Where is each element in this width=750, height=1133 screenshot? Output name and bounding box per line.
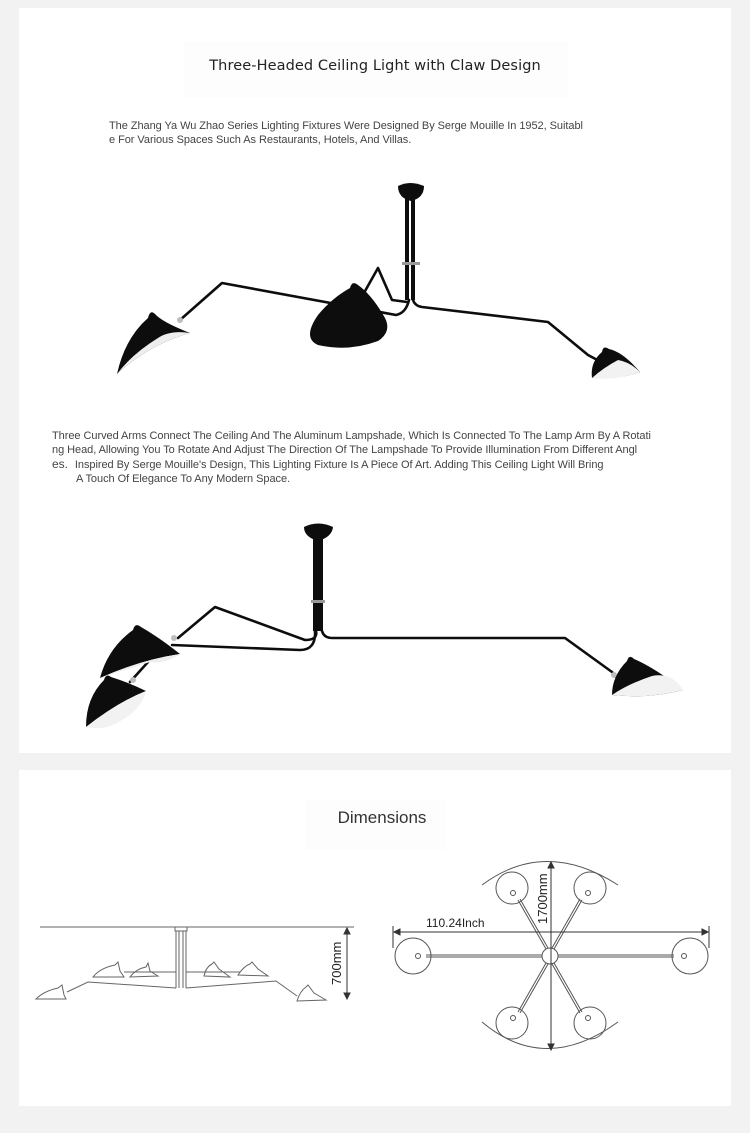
lamp-arm (413, 300, 603, 363)
span-label: 1700mm (535, 873, 550, 924)
description-line: ng Head, Allowing You To Rotate And Adjust The Direction Of The Lampshade To Provide Illumination From Different Angl (52, 444, 638, 456)
description-line: Three Curved Arms Connect The Ceiling And The Aluminum Lampshade, Which Is Connected To The Lamp Arm By A Rotati (52, 430, 651, 442)
description-line-row (52, 457, 750, 472)
description-line: A Touch Of Elegance To Any Modern Space. (76, 473, 291, 485)
lamp-photo-2 (0, 500, 750, 760)
product-title: Three-Headed Ceiling Light with Claw Design (209, 58, 541, 74)
stem (313, 539, 323, 631)
shade-circle (672, 938, 708, 974)
description-line: es. (52, 457, 68, 471)
intro-line: e For Various Spaces Such As Restaurants, Hotels, And Villas. (109, 134, 412, 146)
stem (411, 198, 415, 300)
description-paragraph (52, 429, 750, 486)
shade-circle (574, 872, 606, 904)
lamp-shade (310, 283, 387, 348)
stem (405, 198, 409, 300)
lamp-arm (322, 631, 616, 677)
shade-circle (496, 1007, 528, 1039)
height-label: 700mm (329, 941, 344, 985)
lamp-arm (172, 631, 315, 650)
canopy (304, 524, 333, 542)
width-label: 110.24Inch (426, 916, 485, 930)
description-line: Inspired By Serge Mouille's Design, This Lighting Fixture Is A Piece Of Art. Adding This Ceiling Light Will Bring (74, 459, 604, 471)
lamp-arm (178, 607, 316, 640)
intro-line: The Zhang Ya Wu Zhao Series Lighting Fixtures Were Designed By Serge Mouille In 1952, Suitabl (109, 120, 583, 132)
lamp-photo-1 (0, 0, 750, 400)
shade-circle (496, 872, 528, 904)
dimensions-title: Dimensions (337, 808, 427, 827)
shade-circle (395, 938, 431, 974)
top-plan-drawing (0, 850, 750, 1060)
